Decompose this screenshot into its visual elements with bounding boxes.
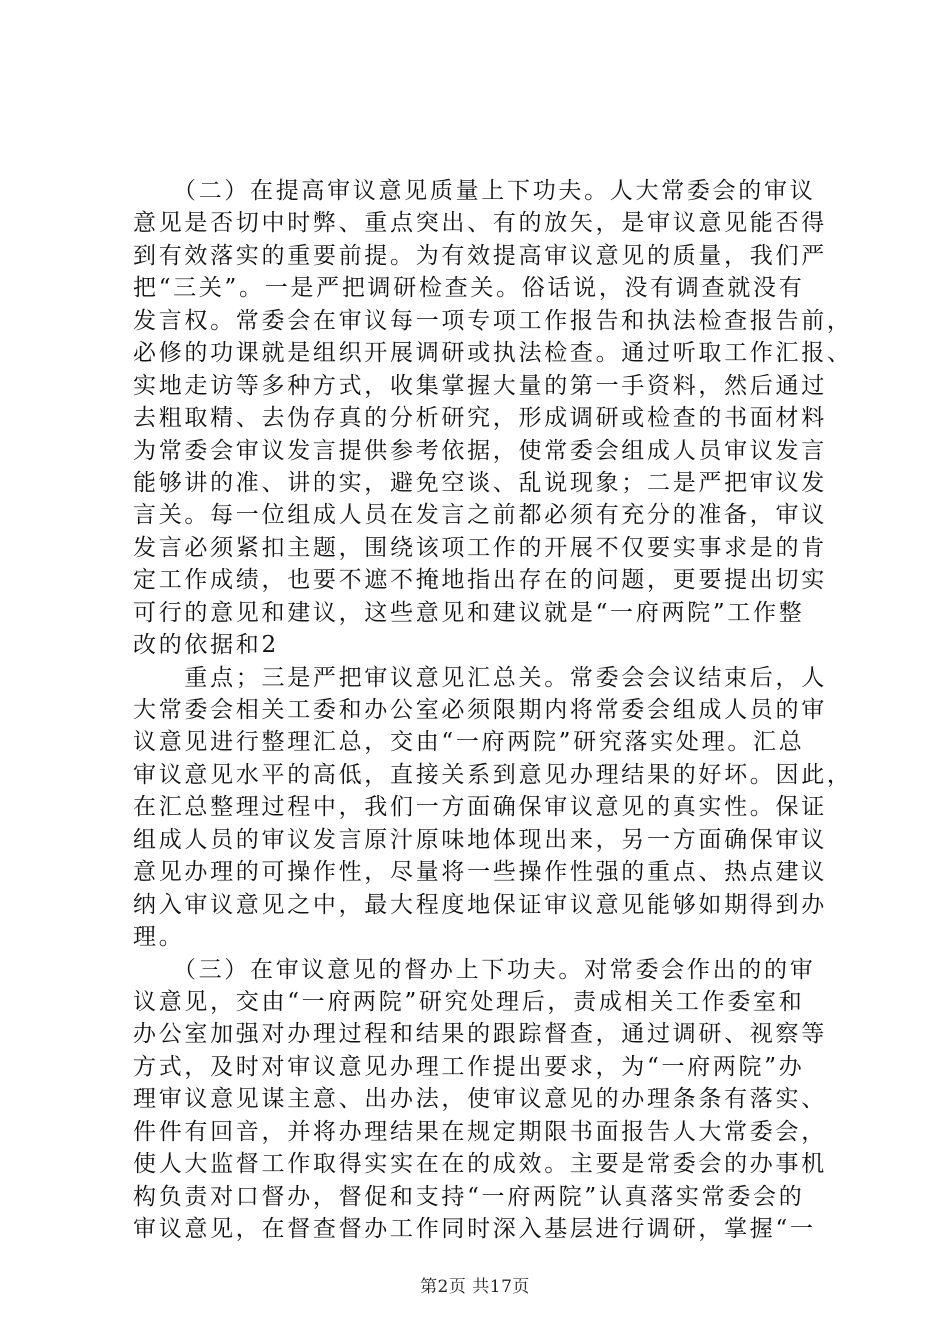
- text-line: 办公室加强对办理过程和结果的跟踪督查，通过调研、视察等: [133, 1021, 827, 1048]
- text-line: 必修的功课就是组织开展调研或执法检查。通过听取工作汇报、: [133, 340, 853, 367]
- text-line: 大常委会相关工委和办公室必须限期内将常委会组成人员的审: [133, 697, 827, 723]
- text-line: 构负责对口督办，督促和支持“一府两院”认真落实常委会的: [133, 1183, 805, 1210]
- text-line: 为常委会审议发言提供参考依据，使常委会组成人员审议发言: [133, 437, 827, 464]
- text-line: 改的依据和2: [133, 632, 279, 659]
- text-line: 方式，及时对审议意见办理工作提出要求，为“一府两院”办: [133, 1053, 805, 1080]
- text-line: （二）在提高审议意见质量上下功夫。人大常委会的审议: [133, 178, 816, 204]
- text-line: 可行的意见和建议，这些意见和建议就是“一府两院”工作整: [133, 599, 805, 626]
- text-line: 理审议意见谋主意、出办法，使审议意见的办理条条有落实、: [133, 1086, 827, 1113]
- text-line: 议意见，交由“一府两院”研究处理后，责成相关工作委室和: [133, 988, 805, 1015]
- text-line: 去粗取精、去伪存真的分析研究，形成调研或检查的书面材料: [133, 405, 827, 432]
- page-footer: 第2页 共17页: [420, 1277, 530, 1297]
- text-line: 使人大监督工作取得实实在在的成效。主要是常委会的办事机: [133, 1151, 827, 1178]
- text-line: （三）在审议意见的督办上下功夫。对常委会作出的的审: [133, 956, 816, 983]
- text-line: 纳入审议意见之中，最大程度地保证审议意见能够如期得到办: [133, 891, 827, 918]
- text-line: 组成人员的审议发言原汁原味地体现出来，另一方面确保审议: [133, 826, 827, 853]
- text-line: 理。: [133, 924, 185, 951]
- text-line: 重点；三是严把审议意见汇总关。常委会会议结束后，人: [133, 664, 827, 691]
- text-line: 意见办理的可操作性，尽量将一些操作性强的重点、热点建议: [133, 859, 827, 886]
- text-line: 能够讲的准、讲的实，避免空谈、乱说现象；二是严把审议发: [133, 469, 827, 496]
- text-line: 把“三关”。一是严把调研检查关。俗话说，没有调查就没有: [133, 275, 805, 302]
- text-line: 议意见进行整理汇总，交由“一府两院”研究落实处理。汇总: [133, 729, 805, 756]
- text-line: 实地走访等多种方式，收集掌握大量的第一手资料，然后通过: [133, 372, 827, 399]
- text-line: 件件有回音，并将办理结果在规定期限书面报告人大常委会，: [133, 1118, 827, 1145]
- text-line: 发言权。常委会在审议每一项专项工作报告和执法检查报告前，: [133, 307, 853, 334]
- text-line: 审议意见水平的高低，直接关系到意见办理结果的好坏。因此，: [133, 761, 853, 788]
- text-line: 定工作成绩，也要不遮不掩地指出存在的问题，更要提出切实: [133, 567, 827, 594]
- text-line: 审议意见，在督查督办工作同时深入基层进行调研，掌握“一: [133, 1216, 816, 1242]
- body-text: [133, 175, 853, 1245]
- text-line: 到有效落实的重要前提。为有效提高审议意见的质量，我们严: [133, 242, 827, 269]
- text-line: 在汇总整理过程中，我们一方面确保审议意见的真实性。保证: [133, 794, 827, 821]
- text-line: 意见是否切中时弊、重点突出、有的放矢，是审议意见能否得: [133, 210, 827, 237]
- text-line: 言关。每一位组成人员在发言之前都必须有充分的准备，审议: [133, 502, 827, 529]
- text-line: 发言必须紧扣主题，围绕该项工作的开展不仅要实事求是的肯: [133, 534, 827, 561]
